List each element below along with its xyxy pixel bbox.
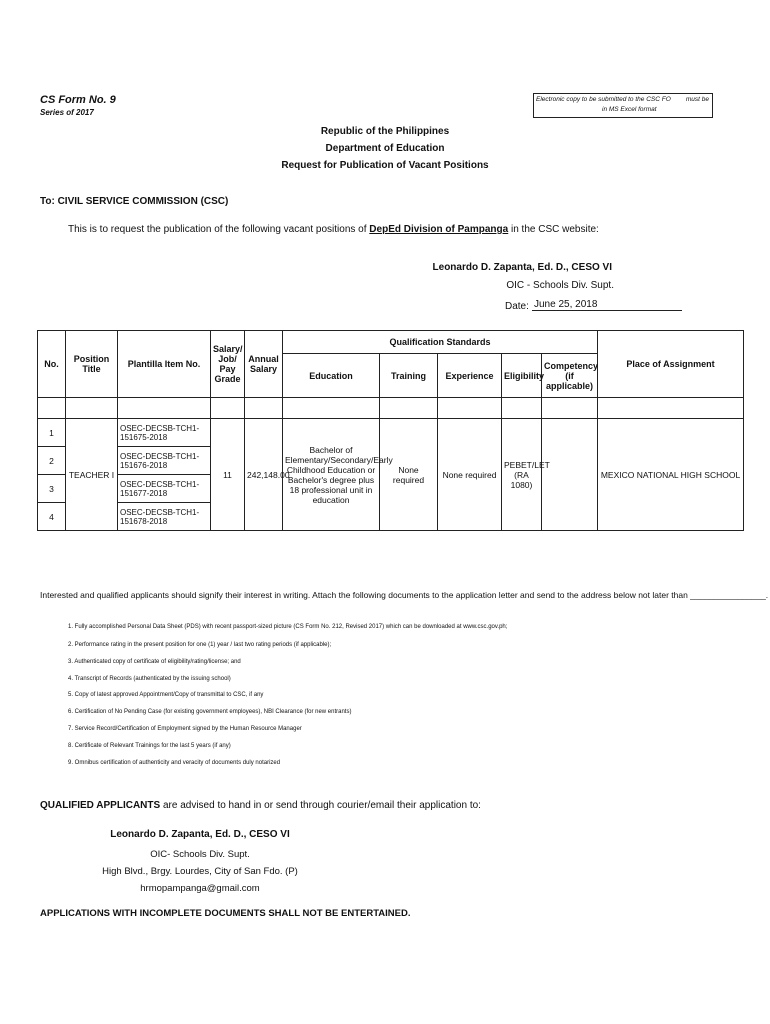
spacer-cell: [118, 398, 211, 419]
requirement-item: 8. Certificate of Relevant Trainings for the last 5 years (if any): [68, 743, 231, 749]
requirement-item: 3. Authenticated copy of certificate of eligibility/rating/license; and: [68, 659, 241, 665]
col-header-place: Place of Assignment: [598, 331, 744, 398]
spacer-cell: [502, 398, 542, 419]
address-title: OIC- Schools Div. Supt.: [150, 849, 250, 860]
eligibility-requirement: PEBET/LET (RA 1080): [502, 419, 542, 531]
vacancy-table: [37, 330, 744, 531]
spacer-cell: [380, 398, 438, 419]
col-header-competency: Competency (if applicable): [542, 354, 598, 398]
ecopy-note-line2: in MS Excel format: [602, 106, 657, 113]
spacer-cell: [542, 398, 598, 419]
row-no: 3: [38, 475, 66, 503]
intro-before: This is to request the publication of the following vacant positions of: [68, 224, 370, 235]
table-row: [38, 419, 744, 447]
qualified-applicants-note: [40, 800, 481, 811]
intro-office: DepEd Division of Pampanga: [369, 224, 509, 235]
col-header-annual-salary: Annual Salary: [245, 331, 283, 398]
request-title: Request for Publication of Vacant Positions: [281, 160, 489, 171]
republic-heading: Republic of the Philippines: [320, 126, 450, 137]
col-header-position: Position Title: [66, 331, 118, 398]
spacer-cell: [598, 398, 744, 419]
spacer-cell: [38, 398, 66, 419]
training-requirement: None required: [380, 419, 438, 531]
col-header-experience: Experience: [438, 354, 502, 398]
plantilla-item: OSEC-DECSB-TCH1-151676-2018: [118, 447, 211, 475]
col-header-eligibility: Eligibility: [502, 354, 542, 398]
col-header-salary-grade: Salary/ Job/ Pay Grade: [211, 331, 245, 398]
addressee-line: To: CIVIL SERVICE COMMISSION (CSC): [40, 196, 229, 207]
education-requirement: Bachelor of Elementary/Secondary/Early Childhood Education or Bachelor's degree plus 18 professional unit in education: [283, 419, 380, 531]
plantilla-item: OSEC-DECSB-TCH1-151675-2018: [118, 419, 211, 447]
competency-requirement: [542, 419, 598, 531]
spacer-cell: [283, 398, 380, 419]
col-header-training: Training: [380, 354, 438, 398]
position-title: TEACHER I: [66, 419, 118, 531]
requirement-item: 2. Performance rating in the present position for one (1) year / last two rating periods (if applicable);: [68, 642, 332, 648]
col-header-no: No.: [38, 331, 66, 398]
interest-note: Interested and qualified applicants should signify their interest in writing. Attach the following documents to the application letter and send to the address below not later than ________________.: [40, 590, 769, 600]
date-value: June 25, 2018: [532, 299, 682, 311]
requirement-item: 1. Fully accomplished Personal Data Sheet (PDS) with recent passport-sized picture (CS Form No. 212, Revised 2017) which can be downloaded at www.csc.gov.ph;: [68, 624, 508, 630]
spacer-cell: [211, 398, 245, 419]
requirement-item: 5. Copy of latest approved Appointment/Copy of transmittal to CSC, if any: [68, 692, 264, 698]
qualified-bold: QUALIFIED APPLICANTS: [40, 800, 161, 811]
spacer-cell: [66, 398, 118, 419]
requirement-item: 6. Certification of No Pending Case (for existing government employees), NBI Clearance (for new entrants): [68, 709, 352, 715]
salary-grade: 11: [211, 419, 245, 531]
requirement-item: 9. Omnibus certification of authenticity and veracity of documents duly notarized: [68, 760, 281, 766]
plantilla-item: OSEC-DECSB-TCH1-151677-2018: [118, 475, 211, 503]
signatory-name: Leonardo D. Zapanta, Ed. D., CESO VI: [432, 262, 612, 273]
plantilla-item: OSEC-DECSB-TCH1-151678-2018: [118, 503, 211, 531]
annual-salary: 242,148.00: [245, 419, 283, 531]
row-no: 1: [38, 419, 66, 447]
ecopy-note-line1: Electronic copy to be submitted to the CSC FO: [536, 96, 671, 103]
col-header-qualification: Qualification Standards: [283, 331, 598, 354]
col-header-plantilla: Plantilla Item No.: [118, 331, 211, 398]
row-no: 4: [38, 503, 66, 531]
electronic-copy-note: [533, 93, 713, 118]
spacer-cell: [245, 398, 283, 419]
department-heading: Department of Education: [325, 143, 445, 154]
col-header-education: Education: [283, 354, 380, 398]
spacer-cell: [438, 398, 502, 419]
requirement-item: 7. Service Record/Certification of Employment signed by the Human Resource Manager: [68, 726, 302, 732]
incomplete-warning: APPLICATIONS WITH INCOMPLETE DOCUMENTS SHALL NOT BE ENTERTAINED.: [40, 908, 411, 919]
address-street: High Blvd., Brgy. Lourdes, City of San Fdo. (P): [102, 866, 298, 877]
ecopy-note-line1b: must be: [685, 96, 709, 103]
requirement-item: 4. Transcript of Records (authenticated by the issuing school): [68, 676, 231, 682]
experience-requirement: None required: [438, 419, 502, 531]
signatory-title: OIC - Schools Div. Supt.: [506, 280, 614, 291]
address-name: Leonardo D. Zapanta, Ed. D., CESO VI: [110, 829, 290, 840]
intro-after: in the CSC website:: [508, 224, 599, 235]
place-of-assignment: MEXICO NATIONAL HIGH SCHOOL: [598, 419, 744, 531]
form-number: CS Form No. 9: [40, 94, 116, 106]
qualified-rest: are advised to hand in or send through courier/email their application to:: [160, 800, 481, 811]
intro-paragraph: [68, 224, 599, 235]
row-no: 2: [38, 447, 66, 475]
date-label: Date:: [505, 301, 529, 312]
form-series: Series of 2017: [40, 108, 94, 117]
address-email: hrmopampanga@gmail.com: [140, 883, 260, 894]
